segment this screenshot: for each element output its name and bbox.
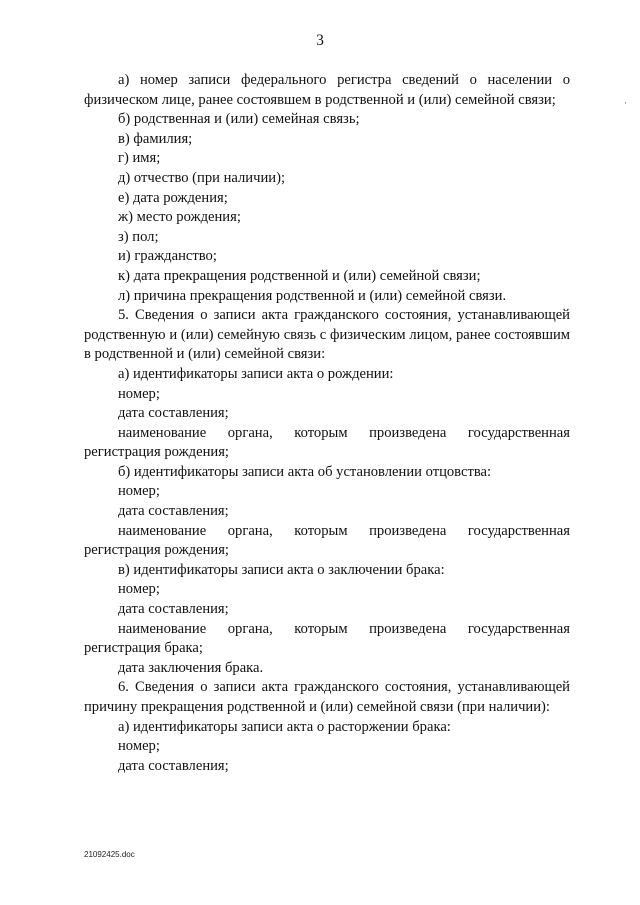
- paragraph: номер;: [118, 738, 160, 755]
- paragraph: номер;: [118, 581, 160, 598]
- paragraph: е) дата рождения;: [118, 189, 228, 206]
- paragraph: б) родственная и (или) семейная связь;: [118, 111, 360, 128]
- paragraph: дата составления;: [118, 757, 229, 774]
- paragraph: б) идентификаторы записи акта об установлении отцовства:: [118, 463, 492, 480]
- paragraph: наименование органа, которым произведена государственная регистрация рождения;: [84, 424, 570, 461]
- paragraph: л) причина прекращения родственной и (или) семейной связи.: [118, 287, 507, 304]
- paragraph: ж) место рождения;: [118, 209, 241, 226]
- page-number: 3: [316, 32, 324, 49]
- paragraph: а) идентификаторы записи акта о расторжении брака:: [118, 718, 451, 735]
- paragraph: к) дата прекращения родственной и (или) семейной связи;: [118, 267, 481, 284]
- document-body: [84, 71, 570, 776]
- paragraph: номер;: [118, 385, 160, 402]
- paragraph: в) фамилия;: [118, 130, 193, 147]
- paragraph: д) отчество (при наличии);: [118, 169, 285, 186]
- paragraph: з) пол;: [118, 228, 159, 245]
- section-heading: 5. Сведения о записи акта гражданского состояния, устанавливающей родственную и (или) семейную связь с физическим лицом, ранее состоявшим в родственной и (или) семейной связи:: [84, 307, 570, 363]
- paragraph: а) идентификаторы записи акта о рождении:: [118, 365, 394, 382]
- paragraph: номер;: [118, 483, 160, 500]
- margin-mark: ·: [624, 98, 627, 108]
- footer-filename: 21092425.doc: [84, 850, 135, 859]
- paragraph: наименование органа, которым произведена государственная регистрация брака;: [84, 620, 570, 657]
- paragraph: дата заключения брака.: [118, 659, 264, 676]
- paragraph: и) гражданство;: [118, 248, 217, 265]
- paragraph: дата составления;: [118, 503, 229, 520]
- paragraph: а) номер записи федерального регистра сведений о населении о физическом лице, ранее состоявшем в родственной и (или) семейной связи;: [84, 72, 570, 108]
- paragraph: в) идентификаторы записи акта о заключении брака:: [118, 561, 445, 578]
- paragraph: дата составления;: [118, 601, 229, 618]
- paragraph: дата составления;: [118, 405, 229, 422]
- paragraph: г) имя;: [118, 150, 161, 167]
- paragraph: наименование органа, которым произведена государственная регистрация рождения;: [84, 522, 570, 559]
- section-heading: 6. Сведения о записи акта гражданского состояния, устанавливающей причину прекращения родственной и (или) семейной связи (при наличии):: [84, 679, 570, 715]
